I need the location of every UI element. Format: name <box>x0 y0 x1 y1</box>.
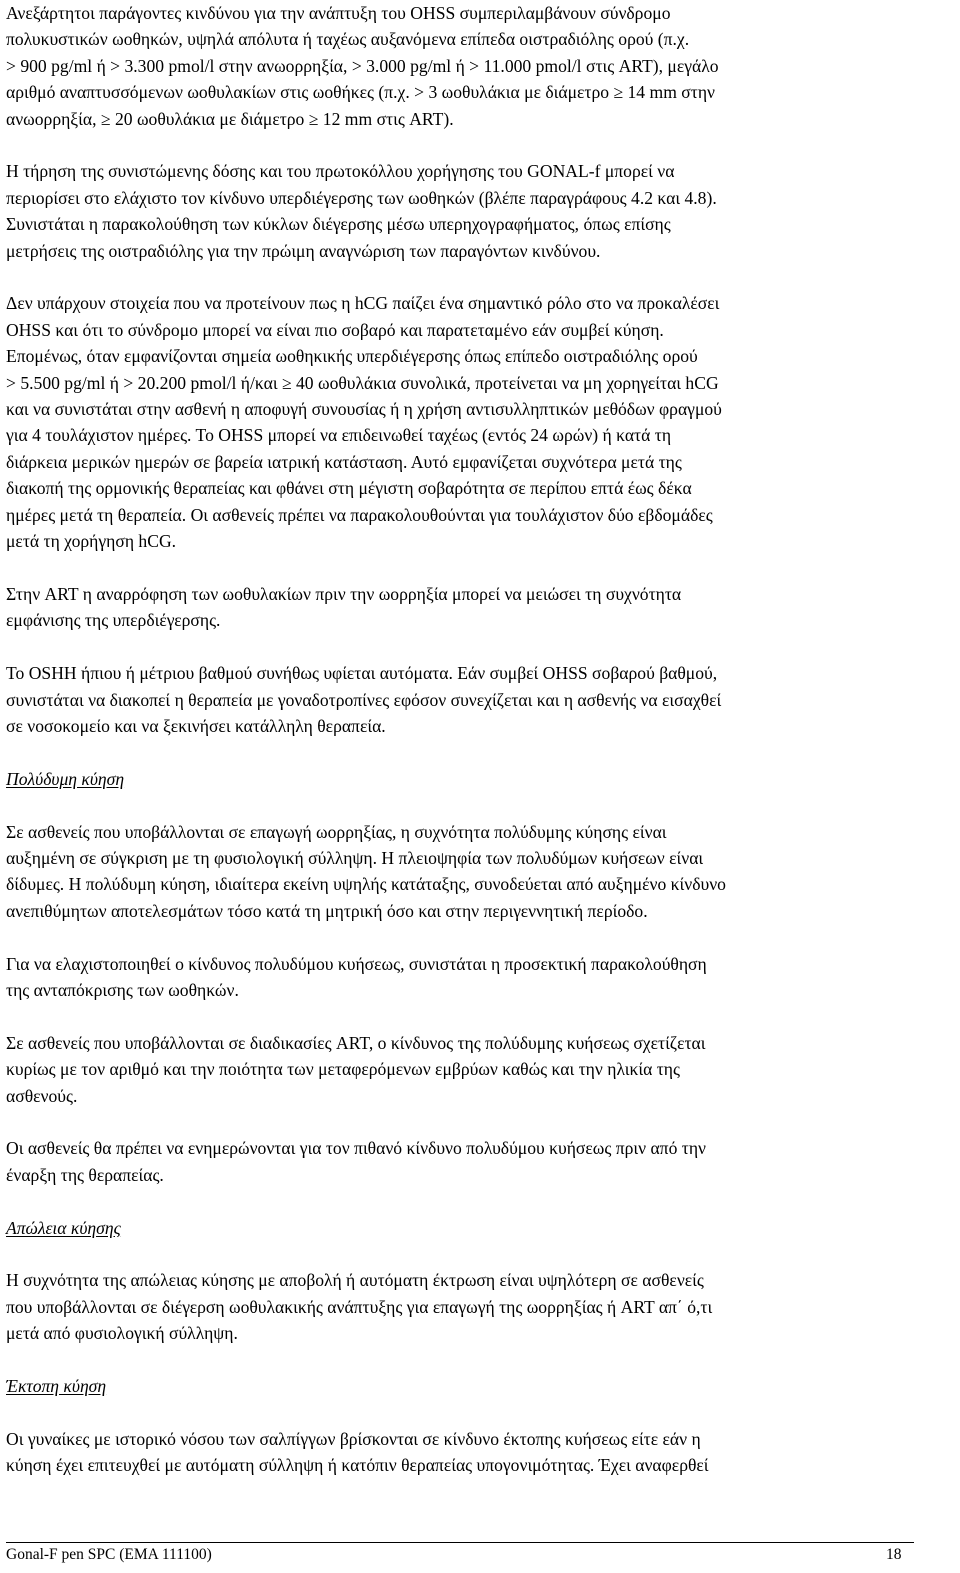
document-page <box>6 0 952 1479</box>
paragraph-hcg-role: Δεν υπάρχουν στοιχεία που να προτείνουν πως η hCG παίζει ένα σημαντικό ρόλο στο να προκαλέσει OHSS και ότι το σύνδρομο μπορεί να είναι πιο σοβαρό και παρατεταμένο εάν συμβεί κύηση. Επομένως, όταν εμφανίζονται σημεία ωοθηκικής υπερδιέγερσης όπως επίπεδο οιστραδιόλης ορού > 5.500 pg/ml ή > 20.200 pmol/l ή/και ≥ 40 ωοθυλάκια συνολικά, προτείνεται να μη χορηγείται hCG και να συνιστάται στην ασθενή η αποφυγή συνουσίας ή η χρήση αντισυλληπτικών μεθόδων φραγμού για 4 τουλάχιστον ημέρες. Το OHSS μπορεί να επιδεινωθεί ταχέως (εντός 24 ωρών) ή κατά τη διάρκεια μερικών ημερών σε βαρεία ιατρική κατάσταση. Αυτό εμφανίζεται συχνότερα μετά της διακοπή της ορμονικής θεραπείας και φθάνει στη μέγιστη σοβαρότητα σε περίπου επτά έως δέκα ημέρες μετά τη θεραπεία. Οι ασθενείς πρέπει να παρακολουθούνται για τουλάχιστον δύο εβδομάδες μετά τη χορήγηση hCG. <box>6 293 722 552</box>
footer-page-number: 18 <box>886 1546 902 1563</box>
footer-divider <box>6 1542 914 1543</box>
paragraph-risk-factors: Ανεξάρτητοι παράγοντες κινδύνου για την ανάπτυξη του OHSS συμπεριλαμβάνουν σύνδρομο πολυκυστικών ωοθηκών, υψηλά απόλυτα ή ταχέως αυξανόμενα επίπεδα οιστραδιόλης ορού (π.χ. > 900 pg/ml ή > 3.300 pmol/l στην ανωορρηξία, > 3.000 pg/ml ή > 11.000 pmol/l στις ART), μεγάλο αριθμό αναπτυσσόμενων ωοθυλακίων στις ωοθήκες (π.χ. > 3 ωοθυλάκια με διάμετρο ≥ 14 mm στην ανωορρηξία, ≥ 20 ωοθυλάκια με διάμετρο ≥ 12 mm στις ART). <box>6 3 719 129</box>
paragraph-pregnancy-loss: Η συχνότητα της απώλειας κύησης με αποβολή ή αυτόματη έκτρωση είναι υψηλότερη σε ασθενείς που υποβάλλονται σε διέγερση ωοθυλακικής ανάπτυξης για επαγωγή της ωορρηξίας ή ART απ΄ ό,τι μετά από φυσιολογική σύλληψη. <box>6 1270 713 1344</box>
heading-ectopic-pregnancy: Έκτοπη κύηση <box>6 1375 107 1396</box>
heading-pregnancy-loss: Απώλεια κύησης <box>6 1217 121 1238</box>
paragraph-dose-adherence: Η τήρηση της συνιστώμενης δόσης και του πρωτοκόλλου χορήγησης του GONAL-f μπορεί να περιορίσει στο ελάχιστο τον κίνδυνο υπερδιέγερσης των ωοθηκών (βλέπε παραγράφους 4.2 και 4.8). Συνιστάται η παρακολούθηση των κύκλων διέγερσης μέσω υπερηχογραφήματος, όπως επίσης μετρήσεις της οιστραδιόλης για την πρώιμη αναγνώριση των παραγόντων κινδύνου. <box>6 161 717 261</box>
paragraph-art-aspiration: Στην ART η αναρρόφηση των ωοθυλακίων πριν την ωορρηξία μπορεί να μειώσει τη συχνότητα εμφάνισης της υπερδιέγερσης. <box>6 583 682 631</box>
paragraph-art-multiple-risk: Σε ασθενείς που υποβάλλονται σε διαδικασίες ART, ο κίνδυνος της πολύδυμης κυήσεως σχετίζεται κυρίως με τον αριθμό και την ποιότητα των μεταφερόμενων εμβρύων καθώς και την ηλικία της ασθενούς. <box>6 1032 706 1106</box>
paragraph-ohss-severity: Το OSHH ήπιου ή μέτριου βαθμού συνήθως υφίεται αυτόματα. Εάν συμβεί OHSS σοβαρού βαθμού, συνιστάται να διακοπεί η θεραπεία με γοναδοτροπίνες εφόσον συνεχίζεται και η ασθενής να εισαχθεί σε νοσοκομείο και να ξεκινήσει κατάλληλη θεραπεία. <box>6 663 722 736</box>
paragraph-minimize-risk: Για να ελαχιστοποιηθεί ο κίνδυνος πολυδύμου κυήσεως, συνιστάται η προσεκτική παρακολούθηση της ανταπόκρισης των ωοθηκών. <box>6 953 707 1000</box>
paragraph-ectopic-pregnancy: Οι γυναίκες με ιστορικό νόσου των σαλπίγγων βρίσκονται σε κίνδυνο έκτοπης κυήσεως είτε εάν η κύηση έχει επιτευχθεί με αυτόματη σύλληψη ή κατόπιν θεραπείας υπογονιμότητας. Έχει αναφερθεί <box>6 1428 709 1476</box>
heading-multiple-pregnancy: Πολύδυμη κύηση <box>6 768 125 789</box>
paragraph-multiple-pregnancy-frequency: Σε ασθενείς που υποβάλλονται σε επαγωγή ωορρηξίας, η συχνότητα πολύδυμης κύησης είναι αυξημένη σε σύγκριση με τη φυσιολογική σύλληψη. Η πλειοψηφία των πολυδύμων κυήσεων είναι δίδυμες. Η πολύδυμη κύηση, ιδιαίτερα εκείνη υψηλής κατάταξης, συνοδεύεται από αυξημένο κίνδυνο ανεπιθύμητων αποτελεσμάτων τόσο κατά τη μητρική όσο και στην περιγεννητική περίοδο. <box>6 821 726 921</box>
footer-document-label: Gonal-F pen SPC (EMA 111100) <box>6 1546 212 1563</box>
paragraph-inform-patients: Οι ασθενείς θα πρέπει να ενημερώνονται για τον πιθανό κίνδυνο πολυδύμου κυήσεως πριν από την έναρξη της θεραπείας. <box>6 1138 706 1185</box>
